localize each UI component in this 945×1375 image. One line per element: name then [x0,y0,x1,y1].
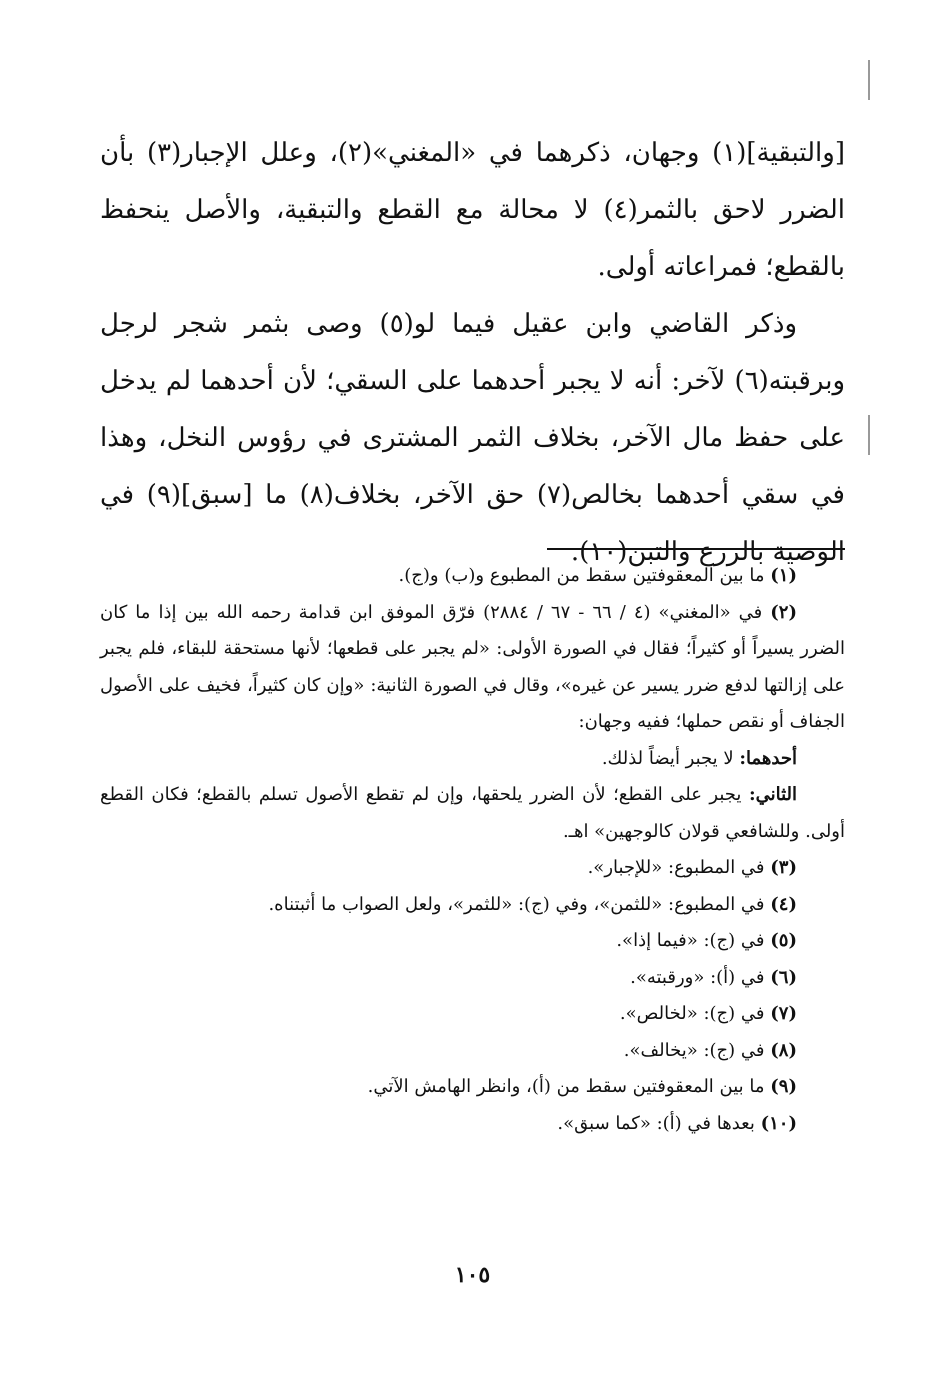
footnote-continuation [100,777,845,850]
footnote-text: في (أ): «ورقبته». [630,966,765,988]
footnote-lead: الثاني: [748,784,797,805]
footnote-lead: أحدهما: [739,747,797,769]
footnote-text: في (ج): «لخالص». [619,1003,765,1024]
footnote [100,960,845,997]
footnote [100,996,845,1033]
scan-edge-mark [868,60,870,100]
footnote-text: في المطبوع: «للثمن»، وفي (ج): «للثمر»، ولعل الصواب ما أثبتناه. [268,893,765,915]
footnote-text: في المطبوع: «للإجبار». [587,857,765,878]
footnote-number: (٨) [770,1039,797,1061]
footnote-text: في «المغني» (٤ / ٦٦ - ٦٧ / ٢٨٨٤) فرّق الموفق ابن قدامة رحمه الله بين إذا ما كان الضرر يسيراً أو كثيراً؛ فقال في الصورة الأولى: «لم يجبر على قطعها؛ لأنها مستحقة للبقاء، فلم يجبر على إزالتها لدفع ضرر يسير عن غيره»، وقال في الصورة الثانية: «وإن كان كثيراً، فخيف على الأصول الجفاف أو نقص حملها؛ ففيه وجهان: [100,601,845,732]
footnote [100,1069,845,1106]
footnote [100,558,845,595]
footnote-number: (٤) [770,893,797,915]
footnote [100,1106,845,1143]
page-number: ١٠٥ [454,1262,491,1288]
footnotes [100,558,845,1142]
paragraph: [والتبقية](١) وجهان، ذكرهما في «المغني»(٢)، وعلل الإجبار(٣) بأن الضرر لاحق بالثمر(٤) لا محالة مع القطع والتبقية، والأصل ينحفظ بالقطع؛ فمراعاته أولى. [100,138,846,282]
main-text [100,125,845,581]
footnote-text: في (ج): «يخالف». [623,1039,765,1061]
footnote-continuation [100,741,845,778]
footnote-number: (٧) [770,1003,797,1024]
footnote-text: ما بين المعقوفتين سقط من المطبوع و(ب) و(ج). [398,565,765,586]
footnote-text: في (ج): «فيما إذا». [616,930,765,951]
scan-edge-mark [868,415,870,455]
footnote-number: (١٠) [760,1112,797,1134]
footnote-separator [547,548,845,550]
footnote-text: لا يجبر أيضاً لذلك. [601,747,734,769]
footnote [100,1033,845,1070]
paragraph: وذكر القاضي وابن عقيل فيما لو(٥) وصى بثمر شجر لرجل وبرقبته(٦) لآخر: أنه لا يجبر أحدهما على السقي؛ لأن أحدهما لم يدخل على حفظ مال الآخر، بخلاف الثمر المشترى في رؤوس النخل، وهذا في سقي أحدهما بخالص(٧) حق الآخر، بخلاف(٨) ما [سبق](٩) في الوصية بالزرع والتبن(١٠). [100,309,845,567]
footnote [100,923,845,960]
footnote-number: (٣) [770,857,797,878]
footnote-number: (٩) [770,1076,797,1097]
footnote [100,595,845,741]
footnote [100,850,845,887]
footnote-text: بعدها في (أ): «كما سبق». [557,1112,755,1134]
footnote-number: (٦) [770,966,797,988]
footnote-number: (٢) [770,601,797,623]
footnote-text: ما بين المعقوفتين سقط من (أ)، وانظر الهامش الآتي. [367,1076,765,1097]
footnote-number: (٥) [770,930,797,951]
footnote-number: (١) [770,565,797,586]
footnote-text: يجبر على القطع؛ لأن الضرر يلحقها، وإن لم تقطع الأصول تسلم بالقطع؛ فكان القطع أولى. وللشافعي قولان كالوجهين» اهـ. [100,784,845,842]
footnote [100,887,845,924]
